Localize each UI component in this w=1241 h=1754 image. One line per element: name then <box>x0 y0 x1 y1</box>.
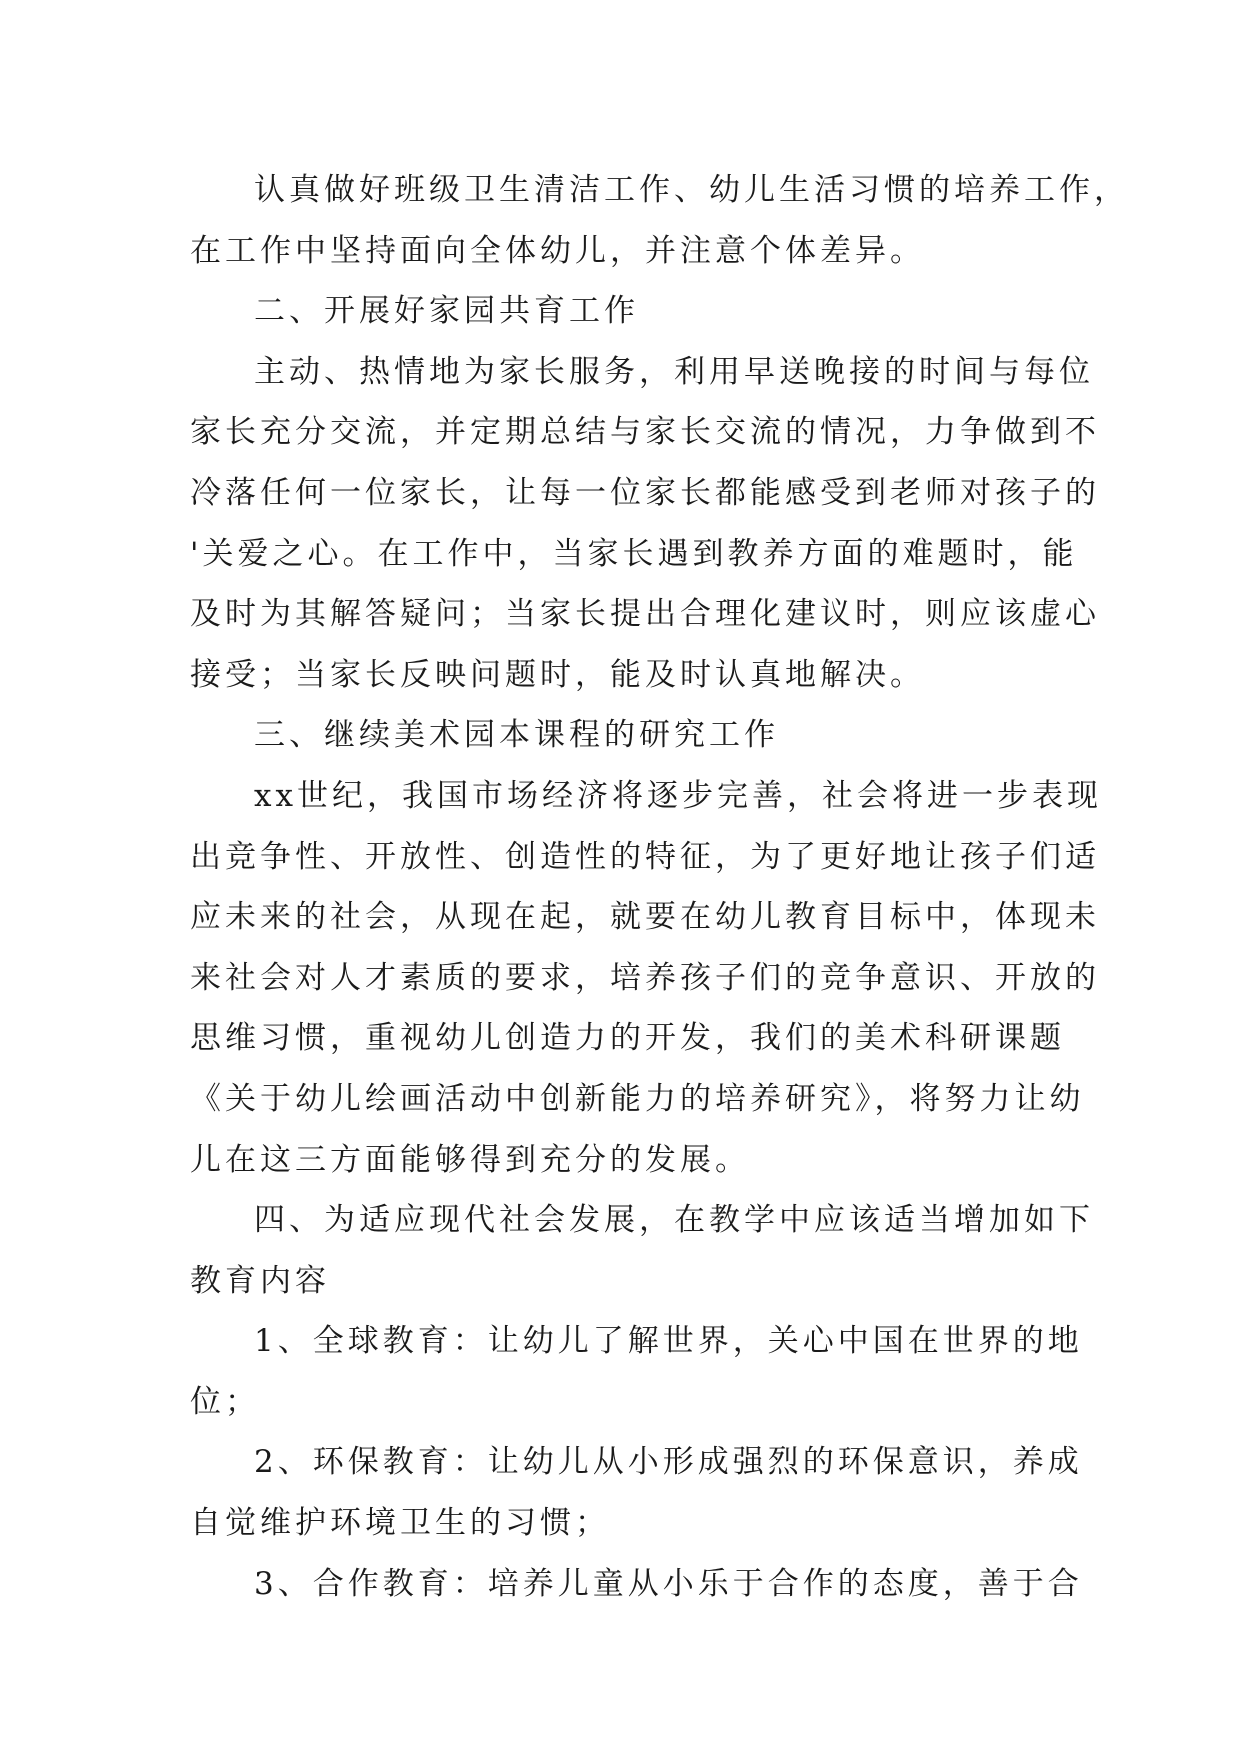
paragraph-line: 来社会对人才素质的要求，培养孩子们的竞争意识、开放的 <box>190 959 1100 996</box>
paragraph-line: 主动、热情地为家长服务，利用早送晚接的时间与每位 <box>254 353 1094 390</box>
list-item: 3、合作教育：培养儿童从小乐于合作的态度，善于合 <box>254 1565 1083 1602</box>
paragraph-line: 出竞争性、开放性、创造性的特征，为了更好地让孩子们适 <box>190 838 1100 875</box>
section-heading: 三、继续美术园本课程的研究工作 <box>254 717 779 754</box>
paragraph-line: 在工作中坚持面向全体幼儿，并注意个体差异。 <box>190 232 925 269</box>
paragraph-line: 接受；当家长反映问题时，能及时认真地解决。 <box>190 656 925 693</box>
paragraph-line: 思维习惯，重视幼儿创造力的开发，我们的美术科研课题 <box>190 1020 1065 1057</box>
list-item: 2、环保教育：让幼儿从小形成强烈的环保意识，养成 <box>254 1444 1083 1481</box>
paragraph-line: 儿在这三方面能够得到充分的发展。 <box>190 1141 750 1178</box>
paragraph-line: '关爱之心。在工作中，当家长遇到教养方面的难题时，能 <box>190 535 1078 572</box>
paragraph-line: 《关于幼儿绘画活动中创新能力的培养研究》，将努力让幼 <box>190 1080 1085 1117</box>
paragraph-line: 应未来的社会，从现在起，就要在幼儿教育目标中，体现未 <box>190 899 1100 936</box>
paragraph-line: 认真做好班级卫生清洁工作、幼儿生活习惯的培养工作， <box>254 172 1129 208</box>
section-heading: 二、开展好家园共育工作 <box>254 293 639 330</box>
paragraph-line: 冷落任何一位家长，让每一位家长都能感受到老师对孩子的 <box>190 474 1100 511</box>
paragraph-line: 家长充分交流，并定期总结与家长交流的情况，力争做到不 <box>190 414 1100 451</box>
document-body <box>190 160 1129 1614</box>
list-item: 1、全球教育：让幼儿了解世界，关心中国在世界的地 <box>254 1323 1083 1360</box>
list-item: 自觉维护环境卫生的习惯； <box>190 1505 610 1542</box>
paragraph-line: xx世纪，我国市场经济将逐步完善，社会将进一步表现 <box>254 777 1102 814</box>
section-heading: 教育内容 <box>190 1262 330 1299</box>
section-heading: 四、为适应现代社会发展，在教学中应该适当增加如下 <box>254 1202 1094 1239</box>
paragraph-line: 及时为其解答疑问；当家长提出合理化建议时，则应该虚心 <box>190 596 1100 633</box>
list-item: 位； <box>190 1383 260 1420</box>
